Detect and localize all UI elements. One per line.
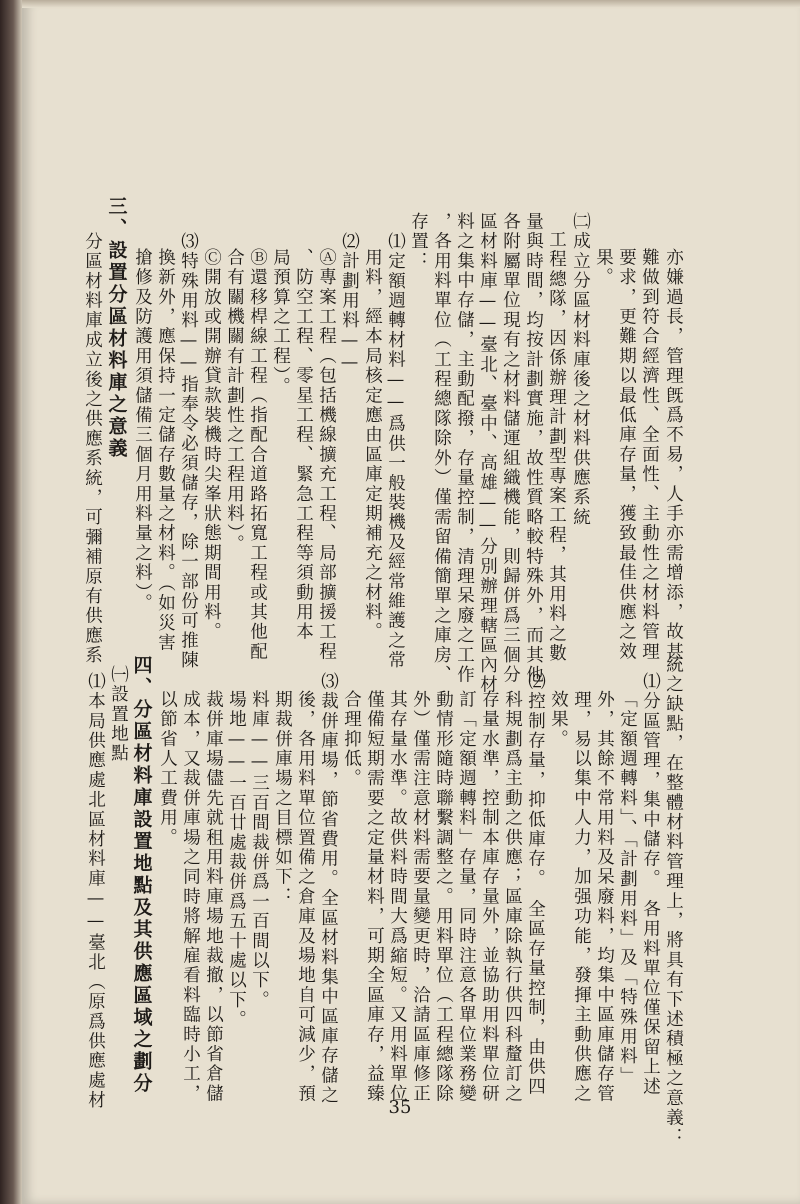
lower-text-column: ㈠設置地點 bbox=[108, 665, 129, 764]
upper-text-column: Ⓐ專案工程（包括機線擴充工程、局部擴援工程 bbox=[316, 248, 337, 662]
page-number: 35 bbox=[388, 1097, 412, 1118]
lower-text-column: 其存量水準。故供料時間大爲縮短。又用料單位 bbox=[387, 690, 408, 1104]
lower-text-column: 外）僅需注意材料需要量變更時，洽請區庫修正 bbox=[410, 690, 431, 1104]
lower-text-column: 期裁併庫場之目標如下： bbox=[272, 690, 293, 907]
lower-text-column: 外，其餘不常用料及呆廢料，均集中區庫儲存管 bbox=[594, 690, 615, 1104]
upper-text-column: 、防空工程、零星工程、緊急工程等須動用本 bbox=[293, 248, 314, 642]
upper-text-column: 局預算之工程）。 bbox=[270, 248, 291, 397]
lower-text-column: 存量水準，控制本庫存量外，並協助用料單位研 bbox=[479, 690, 500, 1104]
lower-text-column: 成本，又裁併庫場之同時將解雇看料臨時小工， bbox=[180, 690, 201, 1104]
upper-text-column: ㈡成立分區材料庫後之材料供應系統 bbox=[570, 212, 591, 528]
upper-text-column: ⑵計劃用料—— bbox=[339, 232, 360, 375]
upper-text-column: ，各用料單位（工程總隊除外）僅需留備簡單之庫房、 bbox=[431, 212, 452, 685]
upper-text-column: Ⓑ還移桿線工程（指配合道路拓寬工程或其他配 bbox=[247, 248, 268, 662]
lower-text-column: 場地——一百廿處裁併爲五十處以下。 bbox=[226, 690, 247, 1030]
upper-text-column: 分區材料庫成立後之供應系統，可彌補原有供應系 bbox=[82, 232, 103, 666]
upper-section-heading: 三、設置分區材料庫之意義 bbox=[105, 196, 128, 460]
lower-text-column: 後，各用料單位置備之倉庫及場地自可減少，預 bbox=[295, 690, 316, 1104]
upper-text-column: 合有關機關有計劃性之工程用料）。 bbox=[224, 248, 245, 555]
lower-text-column: 裁併庫場儘先就租用料庫場地裁撤，以節省倉儲 bbox=[203, 690, 224, 1104]
upper-text-column: 搶修及防護用須儲備三個月用料量之料）。 bbox=[132, 248, 153, 614]
upper-text-column: ⑴定額週轉材料——爲供一般裝機及經常維護之常 bbox=[385, 232, 406, 671]
lower-text-column: 合理抑低。 bbox=[341, 690, 362, 789]
upper-text-column: 料之集中存儲，主動配撥，存量控制，清理呆廢之工作 bbox=[454, 212, 475, 685]
book-binding bbox=[0, 0, 22, 1204]
lower-text-column: 訂「定額週轉料」存量，同時注意各單位業務變 bbox=[456, 690, 477, 1104]
lower-text-column: 僅備短期需要之定量材料，可期全區庫存，益臻 bbox=[364, 690, 385, 1104]
lower-text-column: 動情形隨時聯繫調整之。用料單位（工程總隊除 bbox=[433, 690, 454, 1104]
upper-text-column: 難做到符合經濟性、全面性、主動性之材料管理 bbox=[639, 248, 660, 662]
lower-text-column: 理，易以集中人力，加强功能，發揮主動供應之 bbox=[571, 690, 592, 1104]
lower-section-heading: 四、分區材料庫設置地點及其供應區域之劃分 bbox=[130, 655, 153, 1095]
lower-text-column: 科規劃爲主動之供應；區庫除執行供四科釐訂之 bbox=[502, 690, 523, 1104]
lower-text-column: 以節省人工費用。 bbox=[157, 690, 178, 848]
lower-text-column: 效果。 bbox=[548, 690, 569, 750]
lower-text-column: ⑴分區管理，集中儲存。 各用料單位僅保留上述 bbox=[640, 672, 661, 1097]
upper-text-column: 換新外，應保持一定儲存數量之材料。（如災害 bbox=[155, 248, 176, 653]
upper-text-column: 要求，更難期以最低庫存量，獲致最佳供應之效 bbox=[616, 248, 637, 662]
upper-text-column: 區材料庫——臺北、臺中、高雄——分別辦理轄區內材 bbox=[477, 212, 498, 695]
lower-text-column: ⑴本局供應處北區材料庫——臺北（原爲供應處材 bbox=[85, 672, 106, 1111]
upper-text-column: Ⓒ開放或開辦貸款裝機時尖峯狀態期間用料。 bbox=[201, 248, 222, 642]
upper-text-column: 量與時間，均按計劃實施，故性質略較特殊外，而其他 bbox=[523, 212, 544, 685]
upper-text-column: 用料，經本局核定應由區庫定期補充之材料。 bbox=[362, 248, 383, 642]
upper-text-column: 亦嫌過長，管理旣爲不易，人手亦需增添，故甚 bbox=[663, 248, 684, 662]
lower-text-column: 統之缺點，在整體材料管理上，將具有下述積極之意義： bbox=[663, 655, 684, 1148]
upper-text-column: 各附屬單位現有之材料儲運組織機能，則歸併爲三個分 bbox=[500, 212, 521, 685]
lower-text-column: 料庫——三百間裁併爲一百間以下。 bbox=[249, 690, 270, 1011]
lower-text-column: 「定額週轉料」、「計劃用料」及「特殊用料」 bbox=[617, 690, 638, 1087]
page-top-edge bbox=[22, 0, 800, 8]
upper-text-column: 果。 bbox=[593, 248, 614, 288]
upper-text-column: 工程總隊，因係辦理計劃型專案工程，其用料之數 bbox=[546, 230, 567, 664]
lower-text-column: ⑵控制存量，抑低庫存。 全區存量控制，由供四 bbox=[525, 672, 546, 1097]
upper-text-column: ⑶特殊用料——指奉令必須儲存，除一部份可推陳 bbox=[178, 232, 199, 671]
lower-text-column: ⑶裁併庫場，節省費用。全區材料集中區庫存儲之 bbox=[318, 672, 339, 1106]
upper-text-column: 存置： bbox=[408, 212, 429, 272]
